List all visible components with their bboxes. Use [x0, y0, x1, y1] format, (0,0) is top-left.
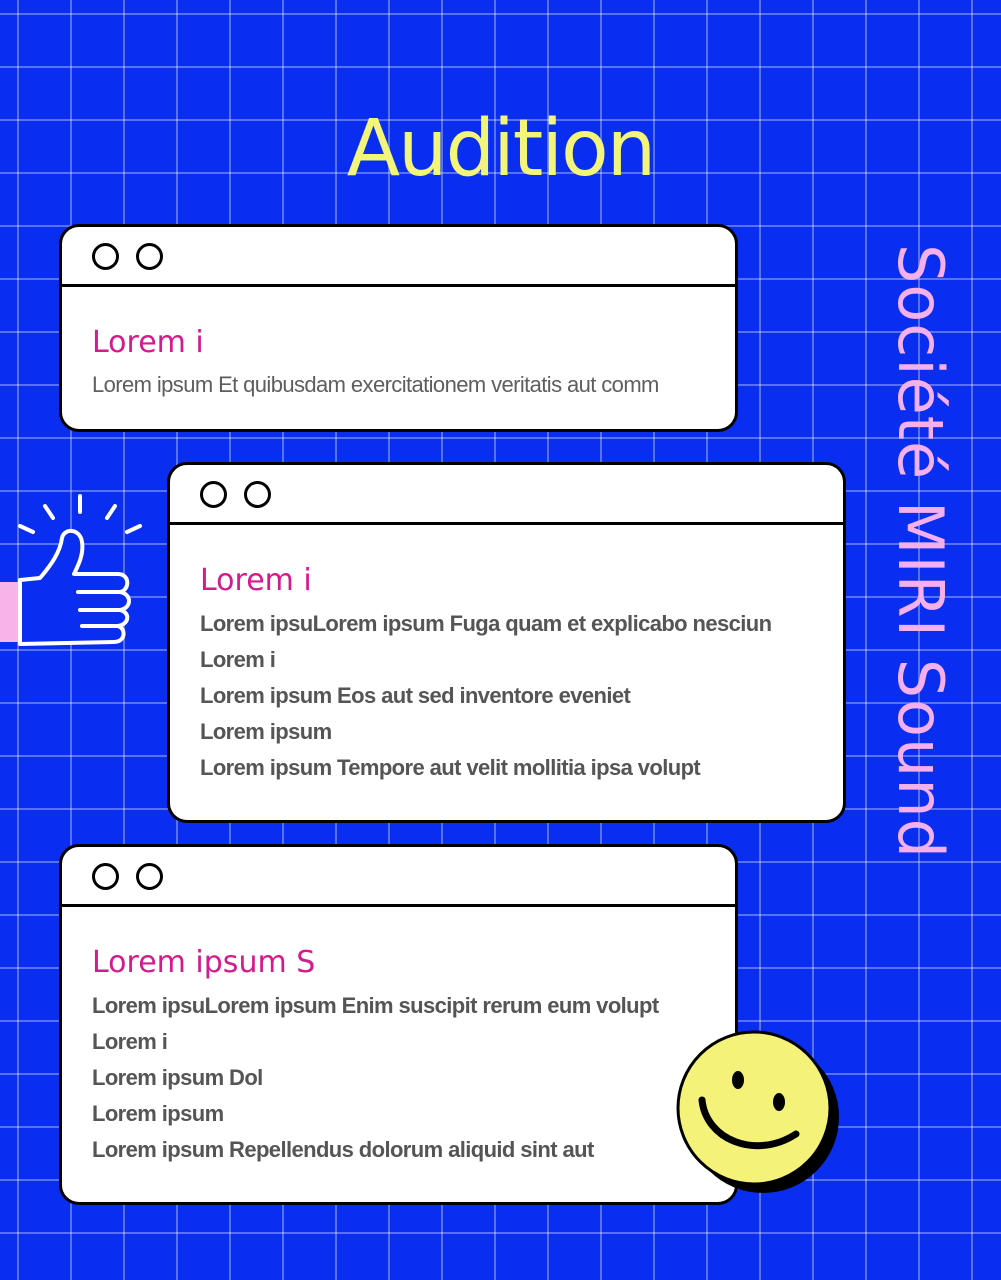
- card-line: Lorem ipsum: [92, 1101, 224, 1126]
- card-heading: Lorem i: [200, 563, 312, 598]
- card-line: Lorem ipsum Repellendus dolorum aliquid sint aut: [92, 1137, 594, 1162]
- window-dot-icon: [136, 243, 163, 270]
- card-heading: Lorem i: [92, 325, 204, 360]
- window-dot-icon: [92, 243, 119, 270]
- card-line: Lorem ipsum Tempore aut velit mollitia ipsa volupt: [200, 755, 701, 780]
- smiley-face-icon: [676, 1030, 846, 1200]
- window-dot-icon: [136, 863, 163, 890]
- window-dot-icon: [200, 481, 227, 508]
- card-titlebar: [62, 847, 735, 907]
- card-titlebar: [170, 465, 843, 525]
- card-line: Lorem ipsum: [200, 719, 332, 744]
- info-card: [59, 844, 738, 1205]
- card-line: Lorem ipsuLorem ipsum Enim suscipit rerum eum volupt: [92, 993, 659, 1018]
- info-card: [167, 462, 846, 823]
- card-line: Lorem ipsum Dol: [92, 1065, 263, 1090]
- window-dot-icon: [244, 481, 271, 508]
- card-titlebar: [62, 227, 735, 287]
- card-line: Lorem ipsuLorem ipsum Fuga quam et explicabo nesciun: [200, 611, 772, 636]
- side-title: Société MIRI Sound: [884, 244, 957, 859]
- card-line: Lorem i: [200, 647, 276, 672]
- card-description: Lorem ipsum Et quibusdam exercitationem veritatis aut comm: [92, 372, 659, 397]
- thumbs-up-icon: [0, 494, 145, 654]
- card-lines: [92, 988, 705, 1168]
- card-lines: [200, 606, 813, 786]
- card-line: Lorem i: [92, 1029, 168, 1054]
- card-heading: Lorem ipsum S: [92, 945, 316, 980]
- card-line: Lorem ipsum Eos aut sed inventore eveniet: [200, 683, 631, 708]
- info-card: [59, 224, 738, 432]
- window-dot-icon: [92, 863, 119, 890]
- page-title: Audition: [346, 104, 655, 194]
